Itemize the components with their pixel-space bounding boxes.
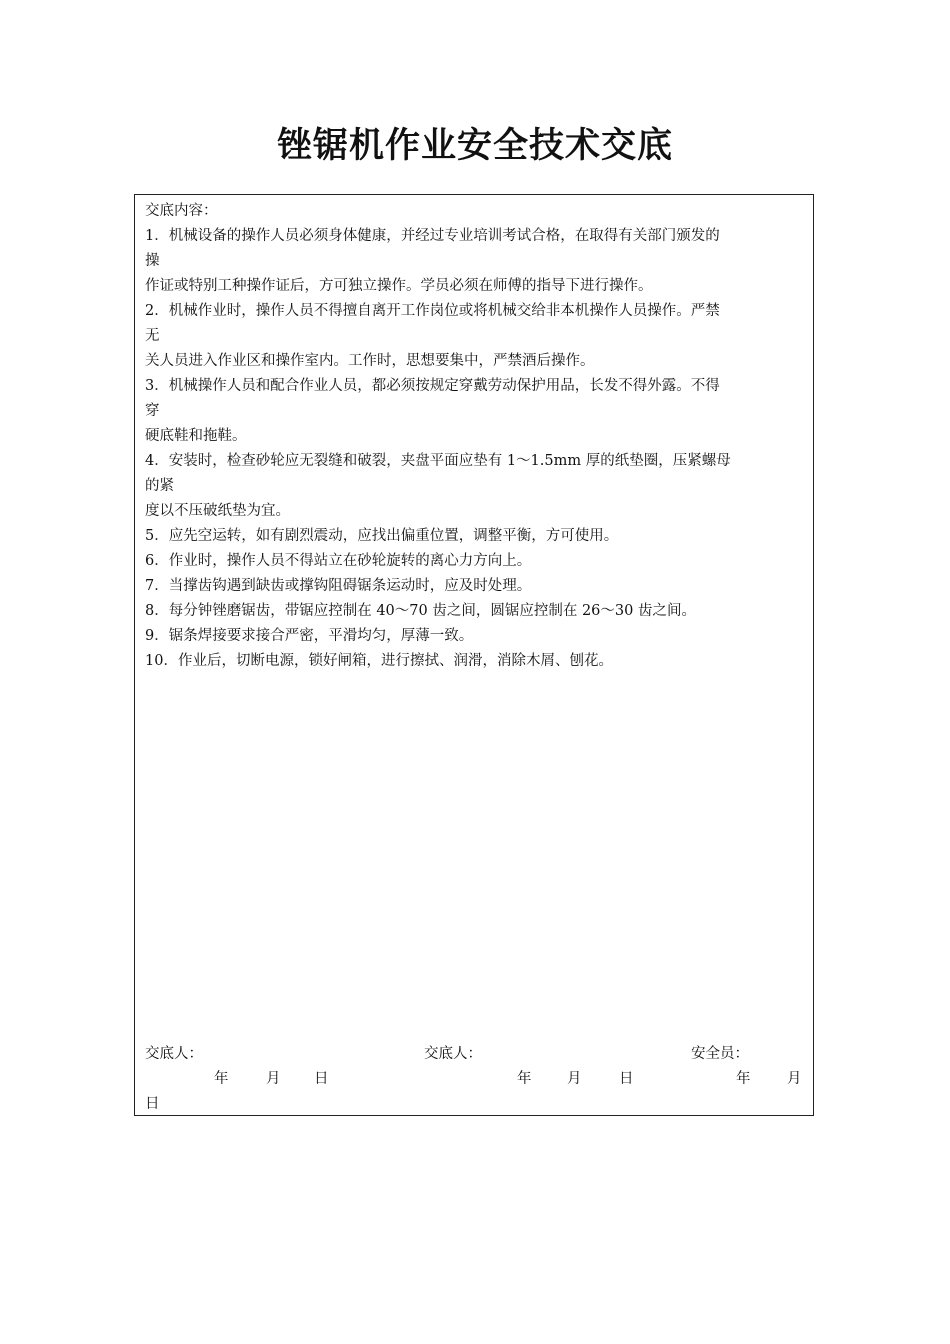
content-line: 的紧	[145, 478, 174, 494]
content-line: 无	[145, 328, 160, 344]
date-day-1: 日	[314, 1071, 329, 1087]
content-line: 度以不压破纸垫为宜。	[145, 503, 290, 519]
briefer-label: 交底人：	[145, 1046, 203, 1062]
date-year-1: 年	[214, 1071, 229, 1087]
content-line: 1．机械设备的操作人员必须身体健康，并经过专业培训考试合格，在取得有关部门颁发的	[145, 228, 720, 244]
content-line: 关人员进入作业区和操作室内。工作时，思想要集中，严禁酒后操作。	[145, 353, 595, 369]
content-line: 4．安装时，检查砂轮应无裂缝和破裂，夹盘平面应垫有 1～1.5mm 厚的纸垫圈，压紧螺母	[145, 453, 731, 469]
safety-officer-label: 安全员：	[691, 1046, 749, 1062]
briefing-content	[145, 199, 809, 674]
content-line: 2．机械作业时，操作人员不得擅自离开工作岗位或将机械交给非本机操作人员操作。严禁	[145, 303, 720, 319]
content-line: 5．应先空运转，如有剧烈震动，应找出偏重位置，调整平衡，方可使用。	[145, 528, 619, 544]
content-heading: 交底内容：	[145, 203, 218, 219]
date-day-2: 日	[619, 1071, 634, 1087]
date-year-3: 年	[736, 1071, 751, 1087]
date-month-2: 月	[567, 1071, 582, 1087]
recipient-label: 交底人：	[424, 1046, 482, 1062]
content-line: 10．作业后，切断电源，锁好闸箱，进行擦拭、润滑，消除木屑、刨花。	[145, 653, 613, 669]
content-line: 3．机械操作人员和配合作业人员，都必须按规定穿戴劳动保护用品，长发不得外露。不得	[145, 378, 720, 394]
content-line: 操	[145, 253, 160, 269]
content-line: 7．当撑齿钩遇到缺齿或撑钩阻碍锯条运动时，应及时处理。	[145, 578, 532, 594]
briefing-table	[134, 194, 814, 1116]
content-line: 穿	[145, 403, 160, 419]
date-year-2: 年	[517, 1071, 532, 1087]
content-line: 6．作业时，操作人员不得站立在砂轮旋转的离心力方向上。	[145, 553, 532, 569]
content-line: 硬底鞋和拖鞋。	[145, 428, 247, 444]
content-line: 8．每分钟锉磨锯齿，带锯应控制在 40～70 齿之间，圆锯应控制在 26～30 齿之间。	[145, 603, 696, 619]
date-month-3: 月	[787, 1071, 802, 1087]
page-title: 锉锯机作业安全技术交底	[276, 126, 673, 166]
date-month-1: 月	[266, 1071, 281, 1087]
content-line: 9．锯条焊接要求接合严密，平滑均匀，厚薄一致。	[145, 628, 474, 644]
date-day-3: 日	[145, 1096, 160, 1112]
content-line: 作证或特别工种操作证后，方可独立操作。学员必须在师傅的指导下进行操作。	[145, 278, 653, 294]
